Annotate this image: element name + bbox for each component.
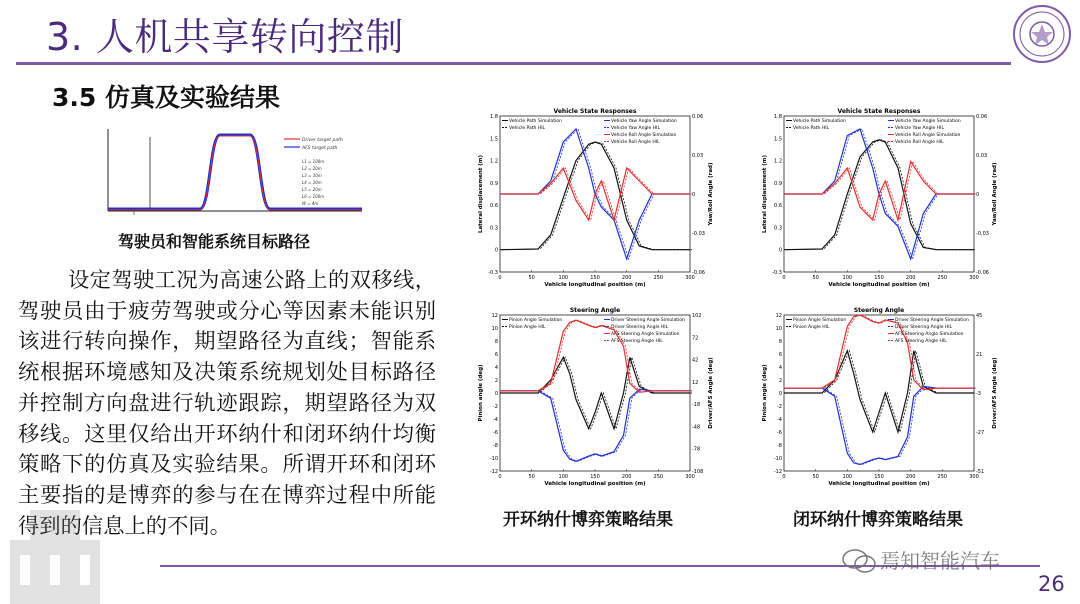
legend-label: Driver Steering Angle Simulation <box>611 318 685 323</box>
x-tick-label: 300 <box>969 275 979 281</box>
legend-afs: AFS target path <box>302 146 338 151</box>
y-right-axis-label: Yaw/Roll Angle (rad) <box>708 162 714 226</box>
watermark-text: 焉知智能汽车 <box>880 549 1000 573</box>
y-tick-label: 1.2 <box>490 158 498 165</box>
y-tick-label: 0.6 <box>490 203 498 210</box>
closed-loop-steering-chart <box>760 305 1002 495</box>
x-axis-label: Vehicle longitudinal position (m) <box>828 481 930 487</box>
y-tick-label: 4 <box>778 365 782 371</box>
y-right-tick-label: -18 <box>692 402 701 409</box>
x-tick-label: 150 <box>874 474 884 480</box>
y-axis-label: Pinion angle (deg) <box>762 364 768 422</box>
y-axis-label: Lateral displacement (m) <box>478 154 484 234</box>
series-line-hil <box>502 320 692 392</box>
y-tick-label: 12 <box>775 313 782 319</box>
x-tick-label: 0 <box>782 275 786 281</box>
legend-label: Vehicle Yaw Angle HIL <box>611 126 660 131</box>
x-tick-label: 150 <box>590 474 600 480</box>
legend-label: AFS Steering Angle HIL <box>895 339 947 344</box>
y-tick-label: 1.5 <box>774 136 782 143</box>
x-tick-label: 50 <box>812 474 819 480</box>
y-right-tick-label: 45 <box>976 313 983 319</box>
y-tick-label: 6 <box>778 352 782 358</box>
chart-title: Steering Angle <box>569 307 621 314</box>
open-loop-caption: 开环纳什博弈策略结果 <box>503 510 673 530</box>
y-tick-label: 0 <box>778 247 782 254</box>
x-tick-label: 150 <box>590 275 600 281</box>
param-w: W = 4m <box>302 201 319 206</box>
x-tick-label: 50 <box>528 275 535 281</box>
wechat-icon <box>842 548 876 574</box>
y-right-tick-label: 0 <box>692 192 696 198</box>
y-axis-label: Pinion angle (deg) <box>478 364 484 422</box>
x-axis-label: Vehicle longitudinal position (m) <box>544 282 646 288</box>
x-tick-label: 50 <box>528 474 535 480</box>
legend-label: Vehicle Roll Angle Simulation <box>611 133 677 138</box>
x-tick-label: 300 <box>969 474 979 480</box>
y-right-tick-label: -27 <box>976 430 985 436</box>
page-number: 26 <box>1038 572 1065 596</box>
y-tick-label: 0.9 <box>774 180 782 187</box>
legend-label: AFS Steering Angle Simulation <box>895 332 964 337</box>
y-tick-label: -10 <box>773 456 782 462</box>
y-right-tick-label: -3 <box>976 391 981 397</box>
y-right-tick-label: -0.06 <box>692 270 705 276</box>
y-tick-label: -12 <box>773 469 782 475</box>
y-tick-label: -4 <box>777 417 782 423</box>
x-axis-label: Vehicle longitudinal position (m) <box>544 481 646 487</box>
y-right-tick-label: -0.03 <box>976 231 989 237</box>
y-tick-label: -2 <box>493 404 498 410</box>
x-tick-label: 0 <box>782 474 786 480</box>
y-right-tick-label: -48 <box>692 424 701 431</box>
series-line-hil <box>786 387 976 465</box>
y-tick-label: -8 <box>493 443 498 449</box>
legend-label: Vehicle Path HIL <box>793 126 830 131</box>
y-right-tick-label: 0 <box>976 192 980 198</box>
legend-label: Vehicle Path Simulation <box>793 119 846 124</box>
x-tick-label: 150 <box>874 275 884 281</box>
y-tick-label: -6 <box>493 430 498 436</box>
y-right-tick-label: 21 <box>976 352 983 358</box>
param-l5: L5 = 20m <box>302 187 322 192</box>
series-line <box>784 387 974 465</box>
y-tick-label: 0 <box>494 247 498 254</box>
y-tick-label: -8 <box>777 443 782 449</box>
y-tick-label: 6 <box>494 352 498 358</box>
open-loop-state-chart <box>476 106 718 296</box>
series-line-hil <box>502 389 692 461</box>
chart-title: Vehicle State Responses <box>553 108 637 115</box>
y-right-tick-label: -0.06 <box>976 270 989 276</box>
y-tick-label: 0.3 <box>490 225 498 232</box>
y-tick-label: 8 <box>494 339 498 345</box>
y-tick-label: 1.5 <box>490 136 498 143</box>
x-tick-label: 200 <box>621 474 632 480</box>
x-tick-label: 250 <box>653 275 664 281</box>
university-seal-icon <box>1012 4 1072 64</box>
closed-loop-caption: 闭环纳什博弈策略结果 <box>793 510 963 530</box>
chart-title: Steering Angle <box>853 307 905 314</box>
y-tick-label: 0.9 <box>490 180 498 187</box>
x-tick-label: 200 <box>621 275 632 281</box>
y-tick-label: -2 <box>777 404 782 410</box>
y-tick-label: -12 <box>489 469 498 475</box>
x-tick-label: 250 <box>937 474 948 480</box>
legend-label: Vehicle Roll Angle HIL <box>895 140 944 145</box>
legend-label: Vehicle Yaw Angle Simulation <box>611 119 677 124</box>
x-tick-label: 0 <box>498 275 502 281</box>
y-tick-label: 10 <box>491 326 498 332</box>
param-l2: L2 = 20m <box>302 166 322 171</box>
legend-label: Driver Steering Angle Simulation <box>895 318 969 323</box>
legend-label: Pinion Angle Simulation <box>509 318 563 323</box>
legend-label: Vehicle Path Simulation <box>509 119 562 124</box>
x-tick-label: 100 <box>558 474 569 480</box>
y-right-tick-label: -108 <box>692 469 704 475</box>
y-tick-label: 1.8 <box>774 114 782 120</box>
x-tick-label: 300 <box>685 474 695 480</box>
x-tick-label: 100 <box>842 474 853 480</box>
body-paragraph: 设定驾驶工况为高速公路上的双移线，驾驶员由于疲劳驾驶或分心等因素未能识别该进行转向操作，期望路径为直线；智能系统根据环境感知及决策系统规划处目标路径并控制方向盘进行轨迹跟踪，期望路径为双移线。这里仅给出开环纳什和闭环纳什均衡策略下的仿真及实验结果。所谓开环和闭环主要指的是博弈的参与在在博弈过程中所能得到的信息上的不同。 <box>18 268 436 539</box>
series-line <box>500 320 690 392</box>
open-loop-steering-chart <box>476 305 718 495</box>
y-right-tick-label: -0.03 <box>692 231 705 237</box>
y-right-axis-label: Driver/AFS Angle (deg) <box>708 357 714 429</box>
slide-title: 3. 人机共享转向控制 <box>46 15 404 59</box>
y-tick-label: 0 <box>778 391 782 397</box>
y-tick-label: 1.2 <box>774 158 782 165</box>
y-right-tick-label: 0.06 <box>976 114 988 120</box>
y-right-axis-label: Driver/AFS Angle (deg) <box>992 357 998 429</box>
y-right-tick-label: -51 <box>976 469 985 475</box>
y-tick-label: 1.8 <box>490 114 498 120</box>
chart-title: Vehicle State Responses <box>837 108 921 115</box>
y-tick-label: 12 <box>491 313 498 319</box>
title-divider <box>16 62 1011 65</box>
y-right-tick-label: 42 <box>692 357 699 364</box>
y-tick-label: 10 <box>775 326 782 332</box>
param-l3: L3 = 30m <box>302 173 322 178</box>
legend-label: Vehicle Yaw Angle Simulation <box>895 119 961 124</box>
y-right-tick-label: 12 <box>692 379 699 386</box>
y-tick-label: -10 <box>489 456 498 462</box>
legend-label: AFS Steering Angle Simulation <box>611 332 680 337</box>
x-tick-label: 200 <box>905 474 916 480</box>
legend-driver: Driver target path <box>302 138 343 143</box>
series-line-hil <box>786 351 976 432</box>
legend-label: Driver Steering Angle HIL <box>895 325 953 330</box>
target-path-figure <box>104 127 366 221</box>
y-tick-label: -0.3 <box>488 270 498 276</box>
y-tick-label: 0.6 <box>774 203 782 210</box>
y-tick-label: -0.3 <box>772 270 782 276</box>
y-right-tick-label: 102 <box>692 313 702 319</box>
road-figure-caption: 驾驶员和智能系统目标路径 <box>118 232 311 251</box>
x-tick-label: 250 <box>653 474 664 480</box>
x-tick-label: 200 <box>905 275 916 281</box>
y-tick-label: -4 <box>493 417 498 423</box>
param-l4: L4 = 30m <box>302 180 322 185</box>
legend-label: Vehicle Roll Angle Simulation <box>895 133 961 138</box>
x-tick-label: 250 <box>937 275 948 281</box>
y-right-tick-label: -78 <box>692 446 701 453</box>
y-right-tick-label: 0.03 <box>976 153 988 159</box>
y-tick-label: 2 <box>778 378 782 384</box>
campus-building-icon <box>0 500 110 604</box>
x-axis-label: Vehicle longitudinal position (m) <box>828 282 930 288</box>
y-tick-label: 0 <box>494 391 498 397</box>
legend-label: Vehicle Roll Angle HIL <box>611 140 660 145</box>
x-tick-label: 300 <box>685 275 695 281</box>
y-right-tick-label: 0.03 <box>692 153 704 159</box>
legend-label: Pinion Angle HIL <box>793 325 830 330</box>
series-line-hil <box>502 142 692 250</box>
param-l1: L1 = 100m <box>302 159 325 164</box>
series-line <box>784 162 974 221</box>
y-tick-label: 8 <box>778 339 782 345</box>
y-tick-label: 4 <box>494 365 498 371</box>
x-tick-label: 0 <box>498 474 502 480</box>
series-line-hil <box>502 357 692 429</box>
closed-loop-state-chart <box>760 106 1002 296</box>
y-tick-label: 0.3 <box>774 225 782 232</box>
y-tick-label: 2 <box>494 378 498 384</box>
y-right-axis-label: Yaw/Roll Angle (rad) <box>992 162 998 226</box>
legend-label: Vehicle Path HIL <box>509 126 546 131</box>
legend-label: Driver Steering Angle HIL <box>611 325 669 330</box>
legend-label: Vehicle Yaw Angle HIL <box>895 126 944 131</box>
y-axis-label: Lateral displacement (m) <box>762 154 768 234</box>
y-tick-label: -6 <box>777 430 782 436</box>
x-tick-label: 100 <box>558 275 569 281</box>
x-tick-label: 50 <box>812 275 819 281</box>
series-line <box>500 389 690 461</box>
legend-label: Pinion Angle Simulation <box>793 318 847 323</box>
y-right-tick-label: 72 <box>692 335 699 342</box>
x-tick-label: 100 <box>842 275 853 281</box>
section-subtitle: 3.5 仿真及实验结果 <box>52 83 280 112</box>
legend-label: AFS Steering Angle HIL <box>611 339 663 344</box>
param-l6: L6 = 100m <box>302 194 325 199</box>
y-right-tick-label: 0.06 <box>692 114 704 120</box>
legend-label: Pinion Angle HIL <box>509 325 546 330</box>
